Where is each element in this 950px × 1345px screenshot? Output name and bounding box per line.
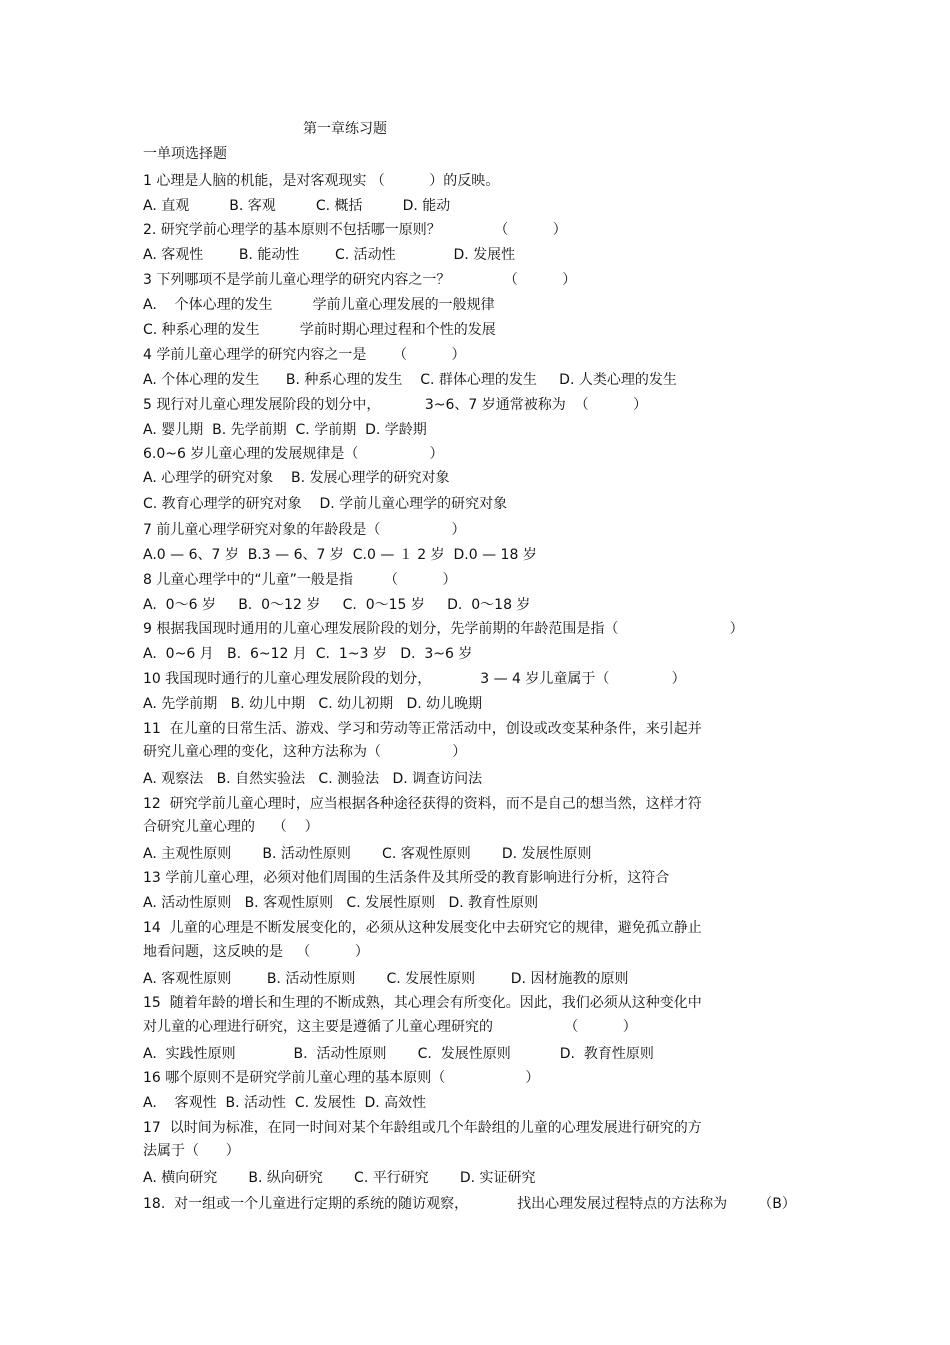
question-8-options: A. 0～6 岁 B. 0～12 岁 C. 0～15 岁 D. 0～18 岁 — [143, 597, 531, 613]
question-9-stem: 9 根据我国现时通用的儿童心理发展阶段的划分，先学前期的年龄范围是指（ ） — [143, 621, 744, 637]
question-17-stem-line2: 法属于（ ） — [143, 1143, 240, 1159]
question-1-options: A. 直观 B. 客观 C. 概括 D. 能动 — [143, 198, 451, 214]
question-13-stem: 13 学前儿童心理，必须对他们周围的生活条件及其所受的教育影响进行分析，这符合 — [143, 870, 670, 886]
question-13-options: A. 活动性原则 B. 客观性原则 C. 发展性原则 D. 教育性原则 — [143, 895, 539, 911]
question-12-options: A. 主观性原则 B. 活动性原则 C. 客观性原则 D. 发展性原则 — [143, 846, 592, 862]
question-4-stem: 4 学前儿童心理学的研究内容之一是 （ ） — [143, 347, 466, 363]
question-16-stem: 16 哪个原则不是研究学前儿童心理的基本原则（ ） — [143, 1070, 540, 1086]
question-17-options: A. 横向研究 B. 纵向研究 C. 平行研究 D. 实证研究 — [143, 1170, 536, 1186]
question-15-stem-line2: 对儿童的心理进行研究，这主要是遵循了儿童心理研究的 （ ） — [143, 1019, 637, 1035]
question-16-options: A. 客观性 B. 活动性 C. 发展性 D. 高效性 — [143, 1095, 427, 1111]
question-15-options: A. 实践性原则 B. 活动性原则 C. 发展性原则 D. 教育性原则 — [143, 1046, 654, 1062]
question-11-stem: 11 在儿童的日常生活、游戏、学习和劳动等正常活动中，创设或改变某种条件，来引起并 — [143, 721, 702, 737]
question-5-options: A. 婴儿期 B. 先学前期 C. 学前期 D. 学龄期 — [143, 422, 427, 438]
question-6-options: A. 心理学的研究对象 B. 发展心理学的研究对象 — [143, 470, 450, 486]
question-2-stem: 2. 研究学前心理学的基本原则不包括哪一原则？ （ ） — [143, 222, 567, 238]
question-6-stem: 6.0~6 岁儿童心理的发展规律是（ ） — [143, 446, 444, 462]
question-3-stem: 3 下列哪项不是学前儿童心理学的研究内容之一？ （ ） — [143, 272, 577, 288]
question-14-stem-line2: 地看问题，这反映的是 （ ） — [143, 944, 369, 960]
question-7-stem: 7 前儿童心理学研究对象的年龄段是（ ） — [143, 522, 466, 538]
question-15-stem: 15 随着年龄的增长和生理的不断成熟，其心理会有所变化。因此，我们必须从这种变化中 — [143, 995, 702, 1011]
question-6-options-line2: C. 教育心理学的研究对象 D. 学前儿童心理学的研究对象 — [143, 496, 508, 512]
question-11-stem-line2: 研究儿童心理的变化，这种方法称为（ ） — [143, 744, 467, 760]
question-14-stem: 14 儿童的心理是不断发展变化的，必须从这种发展变化中去研究它的规律，避免孤立静止 — [143, 920, 702, 936]
question-8-stem: 8 儿童心理学中的“儿童”一般是指 （ ） — [143, 572, 457, 588]
section-heading: 一单项选择题 — [143, 146, 227, 162]
question-18-stem: 18. 对一组或一个儿童进行定期的系统的随访观察， 找出心理发展过程特点的方法称为 （B） — [143, 1196, 796, 1212]
page-title: 第一章练习题 — [303, 121, 387, 137]
question-5-stem: 5 现行对儿童心理发展阶段的划分中， 3~6、7 岁通常被称为 （ ） — [143, 397, 648, 413]
question-12-stem-line2: 合研究儿童心理的 （ ） — [143, 819, 319, 835]
question-4-options: A. 个体心理的发生 B. 种系心理的发生 C. 群体心理的发生 D. 人类心理的发生 — [143, 372, 677, 388]
question-11-options: A. 观察法 B. 自然实验法 C. 测验法 D. 调查访问法 — [143, 771, 483, 787]
question-1-stem: 1 心理是人脑的机能，是对客观现实 （ ）的反映。 — [143, 173, 500, 189]
question-12-stem: 12 研究学前儿童心理时，应当根据各种途径获得的资料，而不是自己的想当然，这样才符 — [143, 796, 702, 812]
question-10-options: A. 先学前期 B. 幼儿中期 C. 幼儿初期 D. 幼儿晚期 — [143, 696, 483, 712]
question-14-options: A. 客观性原则 B. 活动性原则 C. 发展性原则 D. 因材施教的原则 — [143, 971, 629, 987]
question-7-options: A.0 — 6、7 岁 B.3 — 6、7 岁 C.0 — １ 2 岁 D.0 — 18 岁 — [143, 547, 537, 563]
question-3-options: A. 个体心理的发生 学前儿童心理发展的一般规律 — [143, 297, 495, 313]
question-2-options: A. 客观性 B. 能动性 C. 活动性 D. 发展性 — [143, 247, 516, 263]
question-17-stem: 17 以时间为标准，在同一时间对某个年龄组或几个年龄组的儿童的心理发展进行研究的方 — [143, 1120, 702, 1136]
question-10-stem: 10 我国现时通行的儿童心理发展阶段的划分， 3 — 4 岁儿童属于（ ） — [143, 671, 686, 687]
question-9-options: A. 0~6 月 B. 6~12 月 C. 1~3 岁 D. 3~6 岁 — [143, 646, 473, 662]
question-3-options-line2: C. 种系心理的发生 学前时期心理过程和个性的发展 — [143, 322, 496, 338]
